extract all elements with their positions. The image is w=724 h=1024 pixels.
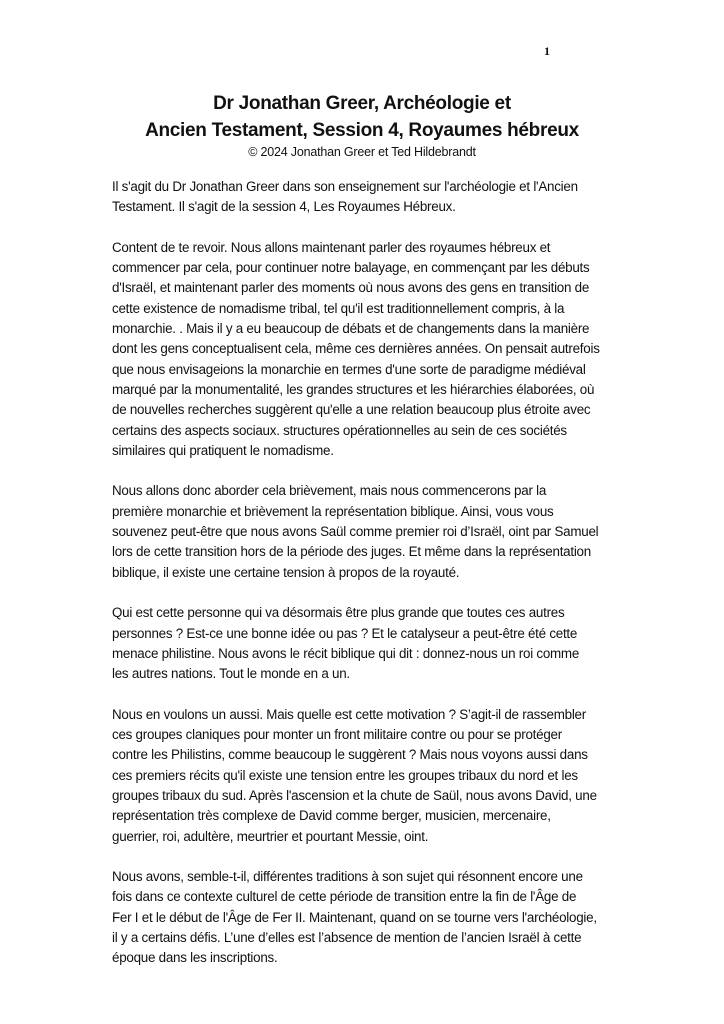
text-line: commencer par cela, pour continuer notre balayage, en commençant par les débuts: [112, 260, 590, 276]
document-body: [112, 177, 672, 989]
text-line: Testament. Il s'agit de la session 4, Les Royaumes Hébreux.: [112, 199, 456, 215]
text-line: cette existence de nomadisme tribal, tel qu'il est traditionnellement compris, à la: [112, 300, 565, 316]
text-line: Nous avons, semble-t-il, différentes traditions à son sujet qui résonnent encore une: [112, 869, 583, 885]
text-line: Content de te revoir. Nous allons maintenant parler des royaumes hébreux et: [112, 239, 551, 255]
text-line: certains des aspects sociaux. structures opérationnelles au sein de ces sociétés: [112, 422, 567, 438]
title-line: Ancien Testament, Session 4, Royaumes hébreux: [145, 120, 579, 141]
title-line: Dr Jonathan Greer, Archéologie et: [213, 93, 511, 114]
text-line: ces premiers récits qu'il existe une tension entre les groupes tribaux du nord et les: [112, 767, 578, 783]
paragraph: [112, 177, 672, 218]
text-line: marqué par la monumentalité, les grandes structures et les hiérarchies élaborées, où: [112, 381, 595, 397]
paragraph: [112, 867, 672, 968]
text-line: Qui est cette personne qui va désormais être plus grande que toutes ces autres: [112, 605, 565, 621]
paragraph: [112, 603, 672, 684]
text-line: personnes ? Est-ce une bonne idée ou pas ? Et le catalyseur a peut-être été cette: [112, 625, 578, 641]
text-line: que nous envisageions la monarchie en termes d'une sorte de paradigme médiéval: [112, 361, 586, 377]
text-line: de nouvelles recherches suggèrent qu'elle a une relation beaucoup plus étroite avec: [112, 402, 591, 418]
copyright-notice: © 2024 Jonathan Greer et Ted Hildebrandt: [248, 145, 476, 159]
paragraph: [112, 705, 672, 847]
text-line: menace philistine. Nous avons le récit biblique qui dit : donnez-nous un roi comme: [112, 645, 580, 661]
paragraph: [112, 238, 672, 461]
text-line: guerrier, roi, adultère, meurtrier et pourtant Messie, oint.: [112, 828, 429, 844]
text-line: contre les Philistins, comme beaucoup le suggèrent ? Mais nous voyons aussi dans: [112, 747, 588, 763]
text-line: ces groupes claniques pour monter un front militaire contre ou pour se protéger: [112, 727, 562, 743]
text-line: monarchie. . Mais il y a eu beaucoup de débats et de changements dans la manière: [112, 321, 590, 337]
page-number: 1: [544, 44, 550, 58]
text-line: il y a certains défis. L’une d’elles est l’absence de mention de l’ancien Israël à cette: [112, 929, 582, 945]
text-line: dont les gens conceptualisent cela, même ces dernières années. On pensait autrefois: [112, 341, 600, 357]
text-line: époque dans les inscriptions.: [112, 950, 278, 966]
text-line: Nous allons donc aborder cela brièvement, mais nous commencerons par la: [112, 483, 547, 499]
text-line: représentation très complexe de David comme berger, musicien, mercenaire,: [112, 808, 551, 824]
text-line: biblique, il existe une certaine tension à propos de la royauté.: [112, 564, 460, 580]
text-line: Fer I et le début de l'Âge de Fer II. Maintenant, quand on se tourne vers l'archéologie,: [112, 909, 597, 925]
text-line: première monarchie et brièvement la représentation biblique. Ainsi, vous vous: [112, 503, 554, 519]
text-line: lors de cette transition hors de la période des juges. Et même dans la représentation: [112, 544, 591, 560]
text-line: groupes tribaux du sud. Après l'ascension et la chute de Saül, nous avons David, une: [112, 787, 597, 803]
text-line: fois dans ce contexte culturel de cette période de transition entre la fin de l'Âge de: [112, 889, 577, 905]
text-line: Il s'agit du Dr Jonathan Greer dans son enseignement sur l'archéologie et l'Ancien: [112, 179, 578, 194]
text-line: similaires qui pratiquent le nomadisme.: [112, 442, 334, 458]
text-line: d'Israël, et maintenant parler des moments où nous avons des gens en transition de: [112, 280, 590, 296]
document-title: [0, 90, 724, 144]
text-line: Nous en voulons un aussi. Mais quelle est cette motivation ? S’agit-il de rassembler: [112, 706, 586, 722]
text-line: souvenez peut-être que nous avons Saül comme premier roi d’Israël, oint par Samuel: [112, 524, 599, 540]
paragraph: [112, 481, 672, 582]
text-line: les autres nations. Tout le monde en a un.: [112, 666, 350, 682]
